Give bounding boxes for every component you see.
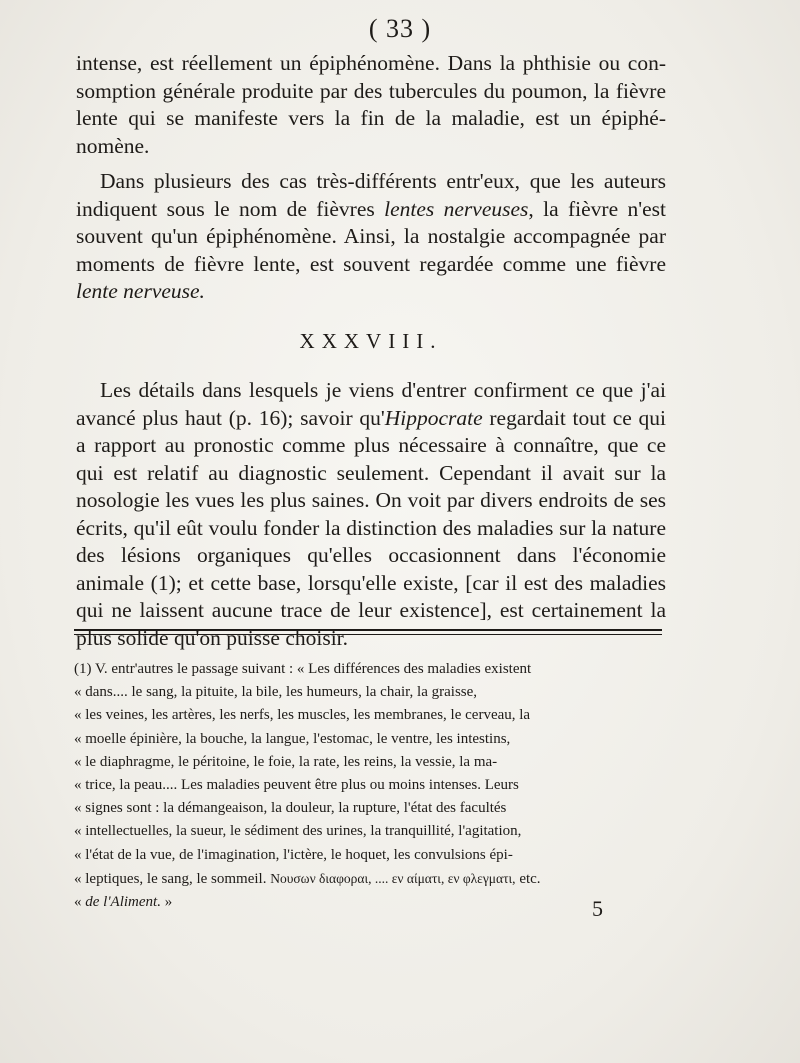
footnote-line-4: « moelle épinière, la bouche, la langue, l'estomac, le ventre, les intestins, — [74, 730, 511, 747]
footnote-line-9: « l'état de la vue, de l'imagination, l'ictère, le hoquet, les convulsions épi- — [74, 846, 513, 863]
p1-line-4: nomène. — [76, 133, 150, 158]
footnote-line-11 — [74, 891, 668, 914]
footnote-italic: de l'Aliment. — [85, 894, 161, 911]
main-text — [76, 50, 666, 652]
paragraph-2 — [76, 168, 666, 306]
section-heading: XXXVIII. — [299, 328, 443, 353]
footnote-line-2: « dans.... le sang, la pituite, la bile, les humeurs, la chair, la graisse, — [74, 684, 478, 701]
footnote-line-6: « trice, la peau.... Les maladies peuvent être plus ou moins intenses. Leurs — [74, 777, 519, 794]
paragraph-3 — [76, 377, 666, 652]
signature-mark: 5 — [592, 896, 603, 921]
footnote-line-10 — [74, 867, 668, 891]
footnote-rule-thin — [74, 634, 662, 635]
footnote-greek-text: Νουσων διαφοραι, .... εν αίματι, εν φλεγματι, — [270, 870, 516, 886]
footnote-line-8: « intellectuelles, la sueur, le sédiment des urines, la tranquillité, l'agitation, — [74, 823, 522, 840]
p2-text-a: Dans plusieurs des cas très-différents entr'eux, que les auteurs indiquent sous le nom de fièvres — [76, 169, 666, 221]
page-number: ( 33 ) — [368, 14, 432, 43]
footnote — [74, 658, 668, 914]
footnote-line-7: « signes sont : la démangeaison, la douleur, la rupture, l'état des facultés — [74, 800, 507, 817]
p1-line-1: intense, est réellement un épiphénomène. Dans la phthisie ou con- — [76, 51, 666, 75]
footnote-line-11-a: « — [74, 894, 86, 911]
footnote-line-1: (1) V. entr'autres le passage suivant : « Les différences des maladies existent — [74, 661, 532, 677]
paragraph-1 — [76, 50, 666, 160]
footnote-rule — [74, 629, 662, 631]
footnote-line-10-b: etc. — [515, 870, 541, 887]
p3-text-b: regardait tout ce qui a rapport au pronostic comme plus nécessaire à connaître, que ce qui est relatif au diagnostic seulement. Cependant il avait sur la nosologie les vues les plus saines. On voit par divers endroits de ses écrits, qu'il eût voulu fonder la distinction des maladies sur la nature des lésions organiques qu'elles occasionnent dans l'économie animale (1); et cette base, lorsqu'elle existe, [car il est des maladies qui ne laissent aucune trace de leur existence], est certainement la plus solide qu'on puisse choisir. — [76, 405, 666, 650]
footnote-line-11-b: » — [160, 894, 173, 911]
p1-line-3: lente qui se manifeste vers la fin de la maladie, est un épiphé- — [76, 106, 666, 130]
footnote-line-3: « les veines, les artères, les nerfs, les muscles, les membranes, le cerveau, la — [74, 707, 531, 724]
p2-italic-2: lente nerveuse. — [76, 279, 205, 303]
p2-italic-1: lentes nerveuses — [384, 196, 529, 221]
footnote-line-10-a: « leptiques, le sang, le sommeil. — [74, 870, 271, 887]
p1-line-2: somption générale produite par des tubercules du poumon, la fièvre — [76, 78, 666, 103]
p3-text-a: Les détails dans lesquels je viens d'entrer confirment ce que j'ai avancé plus haut (p. 16); savoir qu' — [76, 378, 666, 430]
footnote-line-5: « le diaphragme, le péritoine, le foie, la rate, les reins, la vessie, la ma- — [74, 753, 498, 770]
p2-text-b: , la fièvre n'est souvent qu'un épiphénomène. Ainsi, la nostalgie accompagnée par moments de fièvre lente, est souvent regardée comme une fièvre — [76, 196, 667, 276]
p3-italic: Hippocrate — [384, 405, 483, 430]
